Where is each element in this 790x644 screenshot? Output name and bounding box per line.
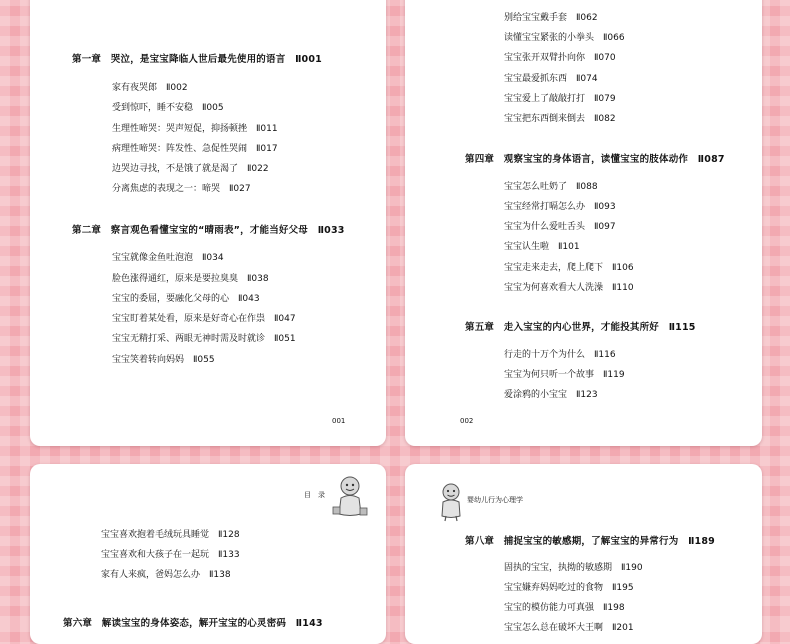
toc-entry: 边哭边寻找，不是饿了就是渴了 Ⅱ022 <box>112 164 269 174</box>
page-number: 001 <box>332 417 346 425</box>
baby-mascot-icon <box>330 474 370 518</box>
toc-entry: 宝宝喜欢和大孩子在一起玩 Ⅱ133 <box>101 550 240 560</box>
chapter-5-title: 第五章 走入宝宝的内心世界，才能投其所好 Ⅱ115 <box>465 322 696 333</box>
toc-entry: 宝宝把东西倒来倒去 Ⅱ082 <box>504 114 616 124</box>
toc-entry: 固执的宝宝，执拗的敏感期 Ⅱ190 <box>504 563 643 573</box>
toc-page-002 <box>405 0 762 446</box>
toc-entry: 分离焦虑的表现之一：啼哭 Ⅱ027 <box>112 184 251 194</box>
toc-entry: 行走的十万个为什么 Ⅱ116 <box>504 350 616 360</box>
toc-entry: 生理性啼哭：哭声短促，抑扬顿挫 Ⅱ011 <box>112 124 278 134</box>
toc-entry: 宝宝最爱抓东西 Ⅱ074 <box>504 74 598 84</box>
toc-entry: 宝宝经常打嗝怎么办 Ⅱ093 <box>504 202 616 212</box>
toc-entry: 宝宝为何喜欢看大人洗澡 Ⅱ110 <box>504 283 634 293</box>
toc-entry: 受到惊吓，睡不安稳 Ⅱ005 <box>112 103 224 113</box>
toc-entry: 脸色涨得通红，原来是要拉臭臭 Ⅱ038 <box>112 274 269 284</box>
toc-entry: 宝宝走来走去，爬上爬下 Ⅱ106 <box>504 263 634 273</box>
toc-entry: 读懂宝宝紧张的小拳头 Ⅱ066 <box>504 33 625 43</box>
toc-entry: 家有人来疯，爸妈怎么办 Ⅱ138 <box>101 570 231 580</box>
baby-mascot-icon <box>438 482 464 522</box>
toc-entry: 爱涂鸦的小宝宝 Ⅱ123 <box>504 390 598 400</box>
toc-entry: 宝宝爱上了敲敲打打 Ⅱ079 <box>504 94 616 104</box>
toc-entry: 宝宝嫌弃妈妈吃过的食物 Ⅱ195 <box>504 583 634 593</box>
toc-entry: 宝宝笑着转向妈妈 Ⅱ055 <box>112 355 215 365</box>
chapter-8-title: 第八章 捕捉宝宝的敏感期，了解宝宝的异常行为 Ⅱ189 <box>465 536 715 547</box>
toc-entry: 宝宝为何只听一个故事 Ⅱ119 <box>504 370 625 380</box>
toc-entry: 宝宝的模仿能力可真强 Ⅱ198 <box>504 603 625 613</box>
page-number: 002 <box>460 417 474 425</box>
toc-entry: 宝宝张开双臂扑向你 Ⅱ070 <box>504 53 616 63</box>
chapter-1-title: 第一章 哭泣，是宝宝降临人世后最先使用的语言 Ⅱ001 <box>72 54 322 65</box>
chapter-4-title: 第四章 观察宝宝的身体语言，读懂宝宝的肢体动作 Ⅱ087 <box>465 154 725 165</box>
toc-entry: 宝宝怎么吐奶了 Ⅱ088 <box>504 182 598 192</box>
toc-entry: 宝宝无精打采、两眼无神时需及时就诊 Ⅱ051 <box>112 334 296 344</box>
toc-entry: 宝宝喜欢抱着毛绒玩具睡觉 Ⅱ128 <box>101 530 240 540</box>
chapter-2-title: 第二章 察言观色看懂宝宝的“晴雨表”，才能当好父母 Ⅱ033 <box>72 225 345 236</box>
toc-entry: 宝宝为什么爱吐舌头 Ⅱ097 <box>504 222 616 232</box>
toc-page-body <box>405 464 762 644</box>
toc-entry: 宝宝盯着某处看，原来是好奇心在作祟 Ⅱ047 <box>112 314 296 324</box>
toc-entry: 宝宝的委屈，要融化父母的心 Ⅱ043 <box>112 294 260 304</box>
running-header: 婴幼儿行为心理学 <box>467 496 523 504</box>
toc-page-001 <box>30 0 386 446</box>
toc-entry: 家有夜哭郎 Ⅱ002 <box>112 83 188 93</box>
toc-entry: 别给宝宝戴手套 Ⅱ062 <box>504 13 598 23</box>
toc-entry: 宝宝怎么总在破坏大王啊 Ⅱ201 <box>504 623 634 633</box>
toc-entry: 宝宝认生啦 Ⅱ101 <box>504 242 580 252</box>
running-header: 目 录 <box>304 491 325 499</box>
toc-entry: 病理性啼哭：阵发性、急促性哭闹 Ⅱ017 <box>112 144 278 154</box>
toc-page-contents <box>30 464 386 644</box>
chapter-6-title: 第六章 解读宝宝的身体姿态，解开宝宝的心灵密码 Ⅱ143 <box>63 618 323 629</box>
toc-entry: 宝宝就像金鱼吐泡泡 Ⅱ034 <box>112 253 224 263</box>
